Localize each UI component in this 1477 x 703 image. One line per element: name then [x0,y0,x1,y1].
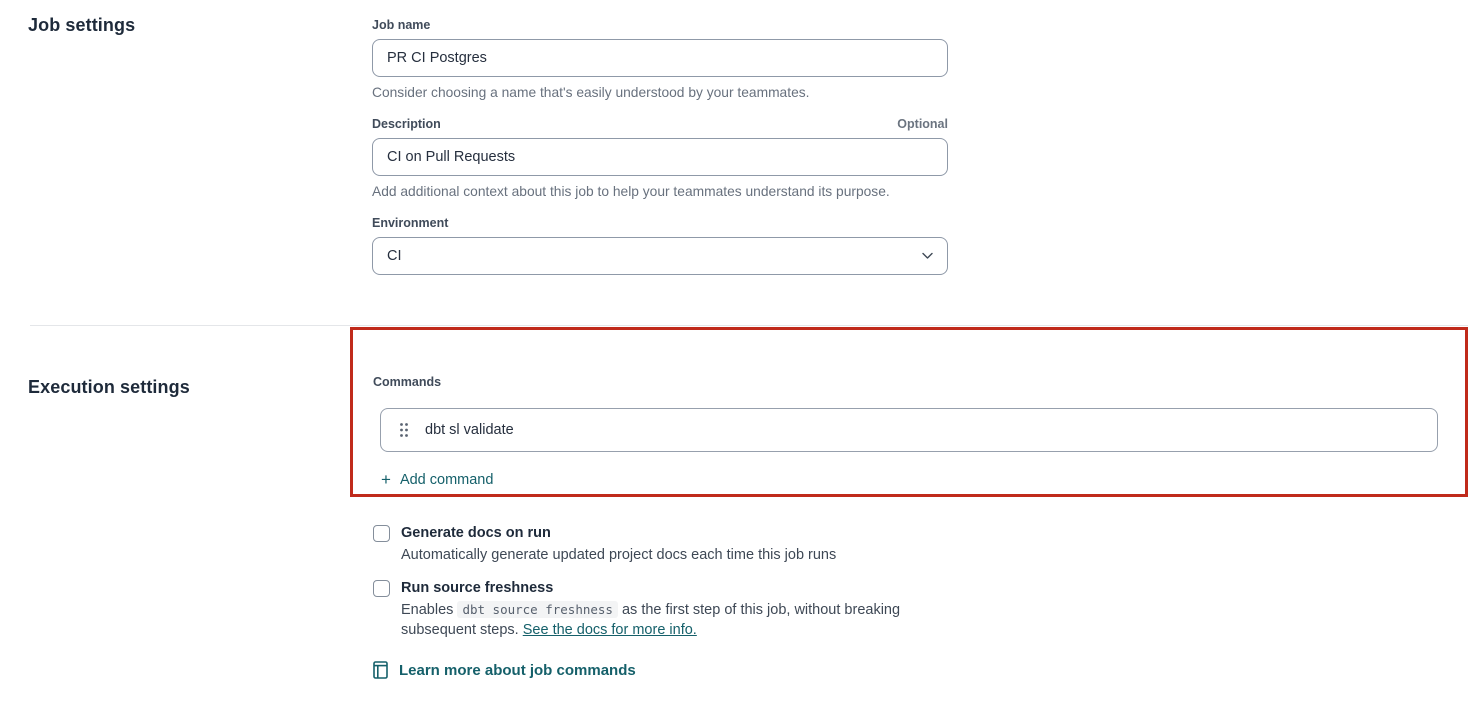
job-settings-heading: Job settings [28,15,136,35]
source-freshness-row [373,579,973,640]
commands-label: Commands [373,375,442,389]
environment-field-group [372,216,948,275]
job-name-field-group [372,18,948,100]
command-row [380,408,1438,452]
description-optional-tag: Optional [897,117,948,131]
add-command-label: Add command [399,471,494,488]
execution-settings-heading: Execution settings [28,377,190,397]
source-freshness-checkbox[interactable] [373,580,390,597]
book-icon [373,661,388,679]
environment-selected-value: CI [387,248,402,264]
chevron-down-icon [922,253,933,260]
generate-docs-label[interactable]: Generate docs on run [401,525,551,541]
learn-more-link[interactable] [373,661,636,679]
job-options-group [373,524,973,654]
job-settings-form [372,18,948,292]
environment-label: Environment [372,216,449,230]
description-label: Description [372,117,441,131]
source-freshness-description [401,600,973,640]
learn-more-label: Learn more about job commands [399,661,636,679]
generate-docs-description: Automatically generate updated project docs each time this job runs [401,547,837,563]
description-field-group [372,117,948,199]
job-name-label: Job name [372,18,431,32]
source-freshness-label[interactable]: Run source freshness [401,580,554,596]
source-freshness-desc-pre: Enables [401,602,458,618]
drag-handle-icon[interactable] [393,418,415,442]
generate-docs-checkbox[interactable] [373,525,390,542]
environment-select[interactable] [372,237,948,275]
command-input[interactable] [425,422,1425,438]
description-input[interactable] [372,138,948,176]
job-name-input[interactable] [372,39,948,77]
source-freshness-code: dbt source freshness [457,601,618,618]
section-divider [30,325,1468,326]
description-helper-text: Add additional context about this job to help your teammates understand its purpose. [372,184,890,199]
job-name-helper-text: Consider choosing a name that's easily understood by your teammates. [372,85,810,100]
plus-icon: + [381,470,391,489]
add-command-button[interactable] [381,471,493,488]
see-docs-link[interactable]: See the docs for more info. [522,622,697,638]
source-freshness-desc-post: as the first step of this job, without breaking subsequent steps. [401,602,901,638]
generate-docs-row [373,524,973,565]
